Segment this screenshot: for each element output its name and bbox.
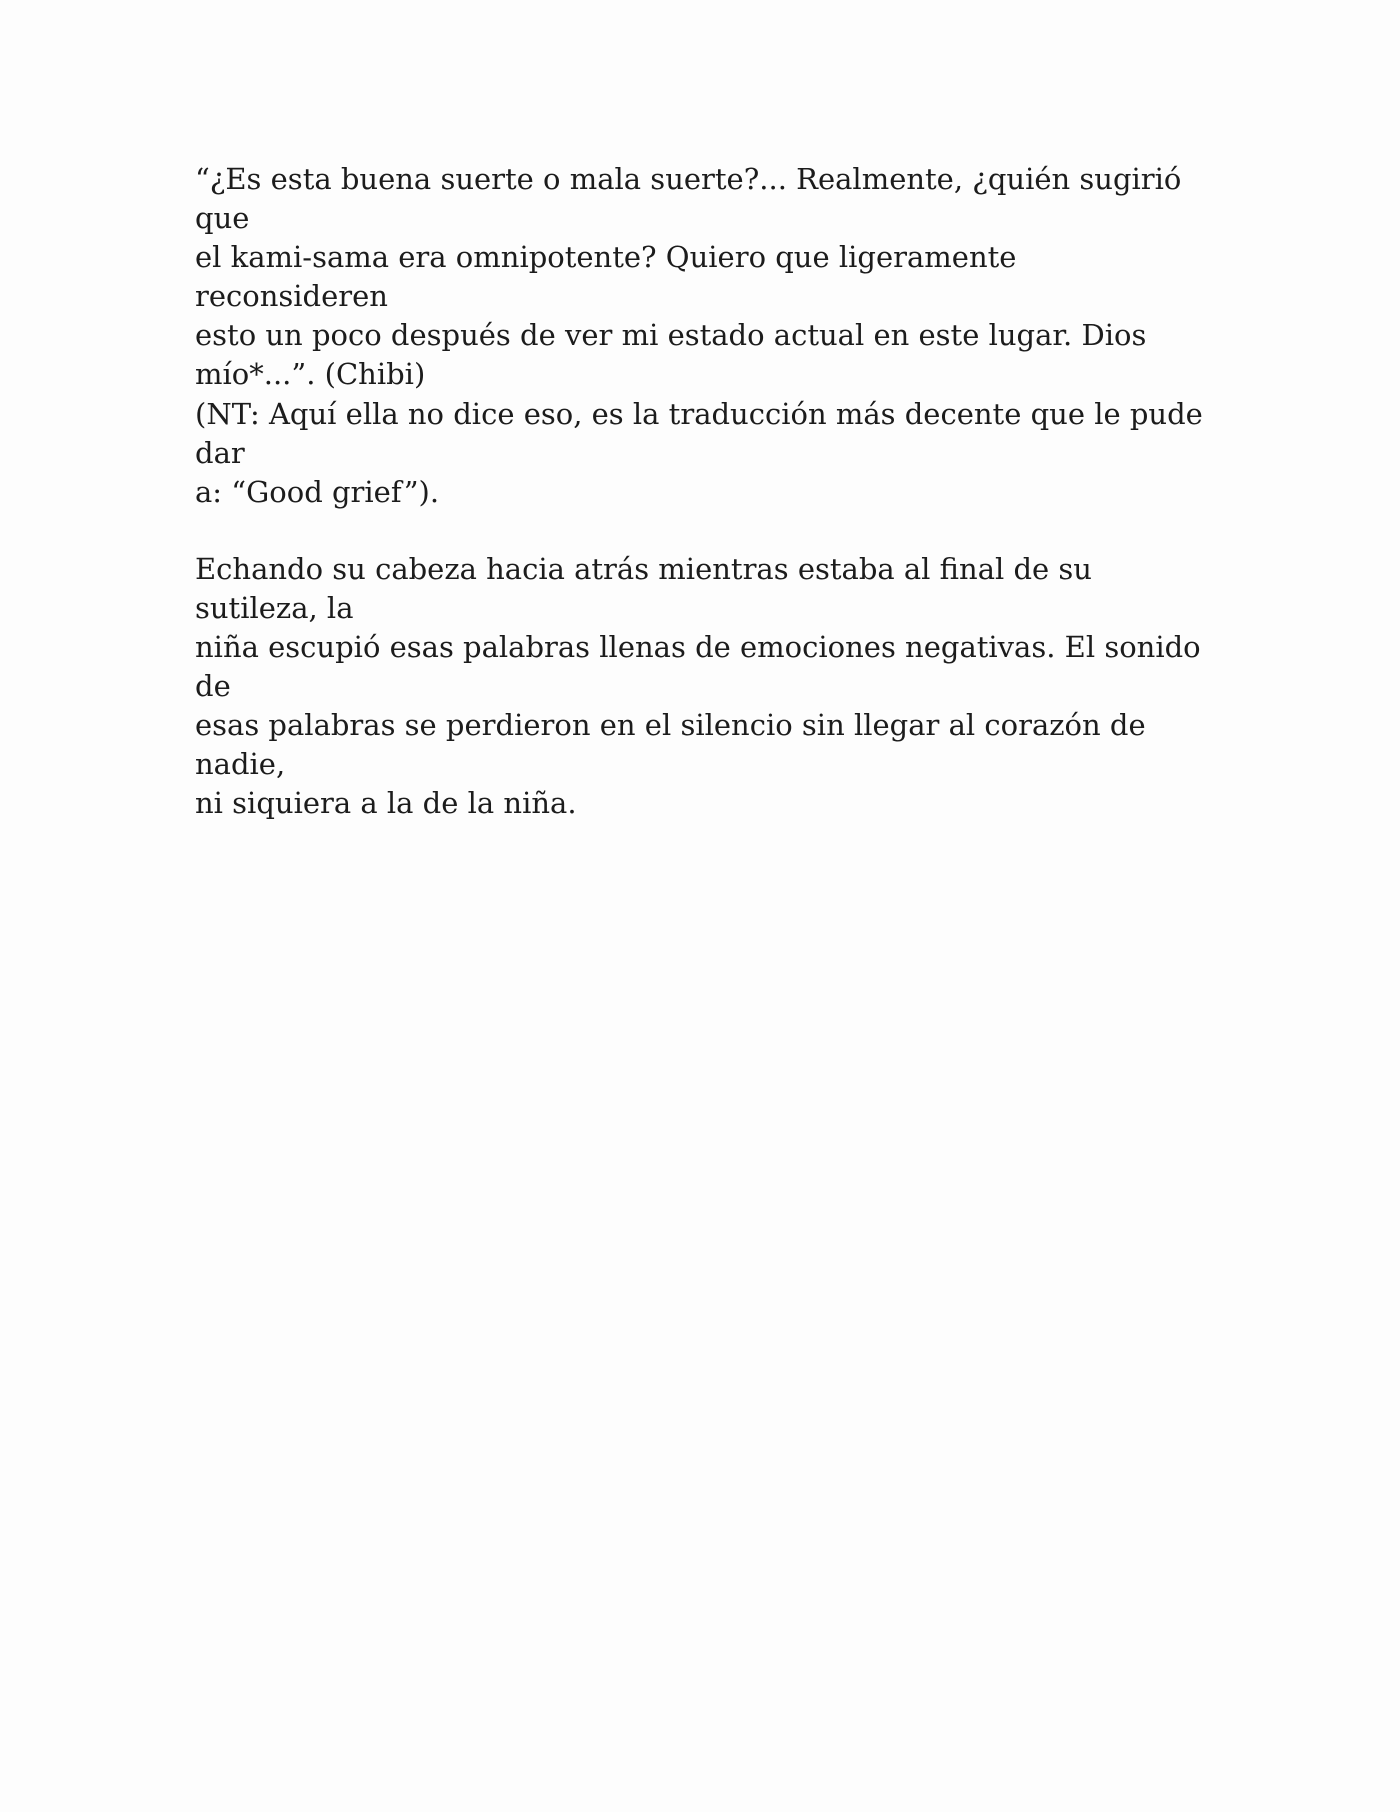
- paragraph-narration: Echando su cabeza hacia atrás mientras estaba al final de su sutileza, la niña escupió esas palabras llenas de emociones negativas. El sonido de esas palabras se perdieron en el silencio sin llegar al corazón de nadie, ni siquiera a la de la niña.: [195, 552, 1201, 820]
- paragraph-translator-note: (NT: Aquí ella no dice eso, es la traducción más decente que le pude dar a: “Good grief”).: [195, 397, 1203, 509]
- paragraph-dialogue: “¿Es esta buena suerte o mala suerte?... Realmente, ¿quién sugirió que el kami-sama era omnipotente? Quiero que ligeramente reconsideren esto un poco después de ver mi estado actual en este lugar. Dios mío*...”. (Chibi): [195, 162, 1182, 391]
